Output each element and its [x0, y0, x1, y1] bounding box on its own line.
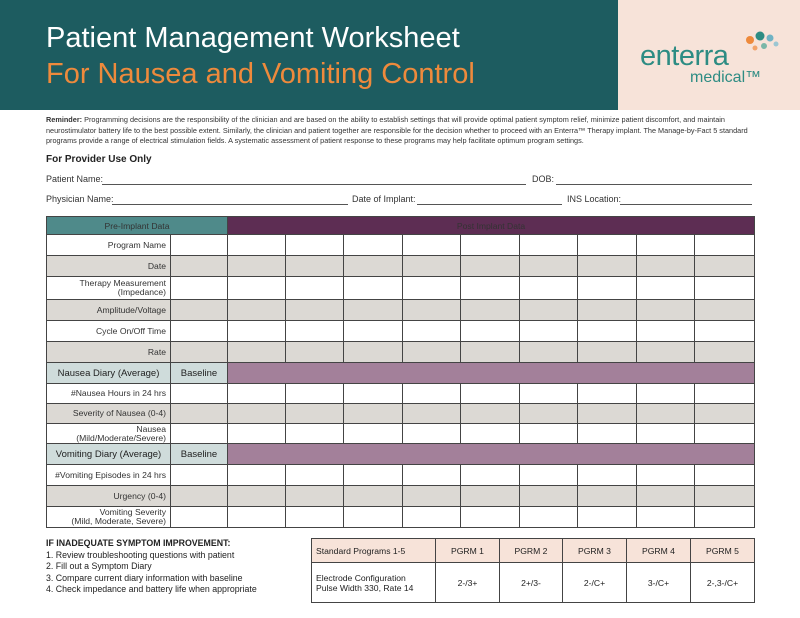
entry-cell[interactable] [578, 465, 637, 486]
entry-cell[interactable] [461, 235, 520, 256]
pgrm-4-header: PGRM 4 [627, 539, 691, 563]
entry-cell[interactable] [695, 486, 755, 507]
pgrm-5-value: 2-,3-/C+ [691, 563, 755, 603]
entry-cell[interactable] [403, 384, 461, 404]
entry-cell[interactable] [695, 465, 755, 486]
entry-cell[interactable] [344, 277, 403, 300]
entry-cell[interactable] [578, 384, 637, 404]
baseline-cell[interactable] [171, 235, 228, 256]
logo-subword: medical™ [690, 69, 762, 86]
entry-cell[interactable] [286, 321, 344, 342]
entry-cell[interactable] [695, 235, 755, 256]
header-teal-panel [0, 0, 618, 110]
pgrm-1-value: 2-/3+ [436, 563, 500, 603]
grid-row [47, 384, 755, 404]
entry-cell[interactable] [403, 465, 461, 486]
section-label: Nausea Diary (Average) [47, 363, 171, 384]
pgrm-2-header: PGRM 2 [500, 539, 563, 563]
improvement-step: 4. Check impedance and battery life when appropriate [46, 584, 257, 594]
dob-field[interactable] [556, 184, 752, 185]
grid-row [47, 277, 755, 300]
entry-cell[interactable] [403, 424, 461, 444]
entry-cell[interactable] [461, 300, 520, 321]
pgrm-3-header: PGRM 3 [563, 539, 627, 563]
entry-cell[interactable] [695, 256, 755, 277]
page-title: Patient Management Worksheet [46, 22, 460, 54]
enterra-logo [640, 30, 790, 90]
entry-cell[interactable] [520, 342, 578, 363]
entry-cell[interactable] [578, 277, 637, 300]
row-label: Amplitude/Voltage [47, 300, 171, 321]
entry-cell[interactable] [403, 300, 461, 321]
entry-cell[interactable] [637, 300, 695, 321]
patient-name-label: Patient Name: [46, 174, 104, 184]
grid-row [47, 342, 755, 363]
page-subtitle: For Nausea and Vomiting Control [46, 58, 475, 90]
pgrm-3-value: 2-/C+ [563, 563, 627, 603]
grid-row [47, 486, 755, 507]
row-label: #Nausea Hours in 24 hrs [47, 384, 171, 404]
baseline-cell[interactable] [171, 277, 228, 300]
entry-cell[interactable] [286, 342, 344, 363]
entry-cell[interactable] [695, 321, 755, 342]
pre-implant-header: Pre-Implant Data [47, 217, 228, 235]
entry-cell[interactable] [344, 300, 403, 321]
entry-cell[interactable] [578, 321, 637, 342]
entry-cell[interactable] [344, 342, 403, 363]
improvement-step: 3. Compare current diary information with baseline [46, 572, 243, 583]
entry-cell[interactable] [461, 465, 520, 486]
logo-dots-icon [740, 30, 788, 54]
grid-row [47, 256, 755, 277]
entry-cell[interactable] [344, 404, 403, 424]
grid-row [47, 404, 755, 424]
entry-cell[interactable] [637, 384, 695, 404]
entry-cell[interactable] [695, 300, 755, 321]
entry-cell[interactable] [578, 342, 637, 363]
entry-cell[interactable] [228, 256, 286, 277]
entry-cell[interactable] [637, 404, 695, 424]
entry-cell[interactable] [520, 321, 578, 342]
entry-cell[interactable] [344, 384, 403, 404]
entry-cell[interactable] [344, 321, 403, 342]
post-implant-header: Post Implant Data [228, 217, 755, 235]
entry-cell[interactable] [228, 486, 286, 507]
patient-name-field[interactable] [102, 184, 526, 185]
entry-cell[interactable] [520, 256, 578, 277]
baseline-cell[interactable] [171, 256, 228, 277]
entry-cell[interactable] [461, 404, 520, 424]
entry-cell[interactable] [403, 486, 461, 507]
programs-value-row [312, 563, 755, 603]
baseline-label: Baseline [171, 363, 228, 384]
entry-cell[interactable] [520, 235, 578, 256]
entry-cell[interactable] [344, 235, 403, 256]
date-of-implant-label: Date of Implant: [352, 194, 416, 204]
entry-cell[interactable] [403, 256, 461, 277]
entry-cell[interactable] [637, 256, 695, 277]
entry-cell[interactable] [637, 424, 695, 444]
entry-cell[interactable] [228, 404, 286, 424]
entry-cell[interactable] [578, 300, 637, 321]
entry-cell[interactable] [637, 507, 695, 528]
ins-location-label: INS Location: [567, 194, 622, 204]
entry-cell[interactable] [695, 342, 755, 363]
baseline-cell[interactable] [171, 321, 228, 342]
row-label: Program Name [47, 235, 171, 256]
entry-cell[interactable] [403, 507, 461, 528]
entry-cell[interactable] [461, 342, 520, 363]
entry-cell[interactable] [403, 342, 461, 363]
section-label: Vomiting Diary (Average) [47, 444, 171, 465]
electrode-config-label: Electrode Configuration Pulse Width 330, Rate 14 [312, 563, 436, 603]
row-label: Nausea (Mild/Moderate/Severe) [47, 424, 171, 444]
baseline-cell[interactable] [171, 424, 228, 444]
physician-row [46, 194, 756, 208]
reminder-paragraph [46, 115, 758, 147]
baseline-cell[interactable] [171, 384, 228, 404]
entry-cell[interactable] [344, 507, 403, 528]
row-label: Severity of Nausea (0-4) [47, 404, 171, 424]
date-of-implant-field[interactable] [417, 204, 562, 205]
row-label: Date [47, 256, 171, 277]
physician-name-field[interactable] [112, 204, 348, 205]
baseline-cell[interactable] [171, 342, 228, 363]
entry-cell[interactable] [520, 486, 578, 507]
baseline-cell[interactable] [171, 486, 228, 507]
improvement-title: IF INADEQUATE SYMPTOM IMPROVEMENT: [46, 538, 231, 548]
grid-row [47, 235, 755, 256]
entry-cell[interactable] [228, 235, 286, 256]
entry-cell[interactable] [461, 256, 520, 277]
entry-cell[interactable] [520, 277, 578, 300]
entry-cell[interactable] [695, 404, 755, 424]
row-label: #Vomiting Episodes in 24 hrs [47, 465, 171, 486]
entry-cell[interactable] [286, 486, 344, 507]
grid-row [47, 300, 755, 321]
entry-cell[interactable] [286, 424, 344, 444]
row-label: Vomiting Severity (Mild, Moderate, Severe) [47, 507, 171, 528]
entry-cell[interactable] [228, 277, 286, 300]
entry-cell[interactable] [520, 384, 578, 404]
entry-cell[interactable] [228, 300, 286, 321]
section-fill [228, 444, 755, 465]
provider-section-title: For Provider Use Only [46, 154, 152, 165]
row-label: Cycle On/Off Time [47, 321, 171, 342]
entry-cell[interactable] [637, 277, 695, 300]
entry-cell[interactable] [228, 321, 286, 342]
entry-cell[interactable] [228, 465, 286, 486]
patient-row [46, 174, 756, 188]
entry-cell[interactable] [578, 404, 637, 424]
entry-cell[interactable] [461, 321, 520, 342]
pgrm-1-header: PGRM 1 [436, 539, 500, 563]
row-label: Urgency (0-4) [47, 486, 171, 507]
entry-cell[interactable] [637, 342, 695, 363]
entry-cell[interactable] [286, 256, 344, 277]
grid-row [47, 424, 755, 444]
reminder-text: Programming decisions are the responsibility of the clinician and are based on the ability to establish settings that will provide optimal patient symptom relief, minimize patient discomfort, and maintain neurostimulator battery life to the best possible extent. Similarly, the clinician and patient together are responsible for the decision whether to proceed with an Enterra™ Therapy implant. The Manage-by-Fact 5 standard programs provide a range of electrical stimulation fields. A systematic assessment of patient response to these programs may help facilitate optimum program settings. [46, 115, 748, 145]
entry-cell[interactable] [520, 424, 578, 444]
entry-cell[interactable] [520, 300, 578, 321]
entry-cell[interactable] [578, 507, 637, 528]
entry-cell[interactable] [461, 424, 520, 444]
entry-cell[interactable] [637, 321, 695, 342]
dob-label: DOB: [532, 174, 555, 184]
entry-cell[interactable] [228, 384, 286, 404]
grid-header-row [47, 217, 755, 235]
programs-header-row [312, 539, 755, 563]
entry-cell[interactable] [637, 465, 695, 486]
improvement-step: 1. Review troubleshooting questions with patient [46, 549, 235, 560]
entry-cell[interactable] [403, 277, 461, 300]
grid-row [47, 465, 755, 486]
baseline-cell[interactable] [171, 507, 228, 528]
reminder-label: Reminder: [46, 115, 83, 124]
entry-cell[interactable] [637, 486, 695, 507]
entry-cell[interactable] [403, 404, 461, 424]
entry-cell[interactable] [637, 235, 695, 256]
entry-cell[interactable] [578, 256, 637, 277]
entry-cell[interactable] [578, 235, 637, 256]
entry-cell[interactable] [228, 424, 286, 444]
entry-cell[interactable] [520, 404, 578, 424]
grid-row [47, 321, 755, 342]
header-logo-panel [618, 0, 800, 110]
header [0, 0, 800, 110]
entry-cell[interactable] [344, 256, 403, 277]
section-fill [228, 363, 755, 384]
row-label: Therapy Measurement (Impedance) [47, 277, 171, 300]
worksheet-grid [46, 216, 754, 528]
entry-cell[interactable] [403, 235, 461, 256]
entry-cell[interactable] [461, 507, 520, 528]
baseline-cell[interactable] [171, 404, 228, 424]
standard-programs-table [311, 538, 754, 603]
baseline-cell[interactable] [171, 300, 228, 321]
entry-cell[interactable] [578, 486, 637, 507]
entry-cell[interactable] [344, 486, 403, 507]
entry-cell[interactable] [286, 465, 344, 486]
entry-cell[interactable] [520, 507, 578, 528]
entry-cell[interactable] [286, 277, 344, 300]
logo-wordmark: enterra [640, 40, 729, 72]
entry-cell[interactable] [403, 321, 461, 342]
pgrm-5-header: PGRM 5 [691, 539, 755, 563]
entry-cell[interactable] [286, 235, 344, 256]
entry-cell[interactable] [286, 404, 344, 424]
ins-location-field[interactable] [620, 204, 752, 205]
row-label: Rate [47, 342, 171, 363]
improvement-box [46, 538, 257, 596]
physician-name-label: Physician Name: [46, 194, 114, 204]
entry-cell[interactable] [344, 465, 403, 486]
nausea-section-row [47, 363, 755, 384]
entry-cell[interactable] [520, 465, 578, 486]
entry-cell[interactable] [286, 384, 344, 404]
entry-cell[interactable] [695, 277, 755, 300]
entry-cell[interactable] [695, 424, 755, 444]
pgrm-4-value: 3-/C+ [627, 563, 691, 603]
entry-cell[interactable] [578, 424, 637, 444]
entry-cell[interactable] [228, 342, 286, 363]
programs-header-label: Standard Programs 1-5 [312, 539, 436, 563]
entry-cell[interactable] [461, 384, 520, 404]
pgrm-2-value: 2+/3- [500, 563, 563, 603]
entry-cell[interactable] [461, 277, 520, 300]
baseline-cell[interactable] [171, 465, 228, 486]
entry-cell[interactable] [461, 486, 520, 507]
improvement-step: 2. Fill out a Symptom Diary [46, 561, 152, 571]
grid-row [47, 507, 755, 528]
entry-cell[interactable] [695, 507, 755, 528]
entry-cell[interactable] [228, 507, 286, 528]
entry-cell[interactable] [286, 300, 344, 321]
vomiting-section-row [47, 444, 755, 465]
worksheet-table [46, 216, 755, 528]
entry-cell[interactable] [344, 424, 403, 444]
entry-cell[interactable] [286, 507, 344, 528]
baseline-label: Baseline [171, 444, 228, 465]
entry-cell[interactable] [695, 384, 755, 404]
